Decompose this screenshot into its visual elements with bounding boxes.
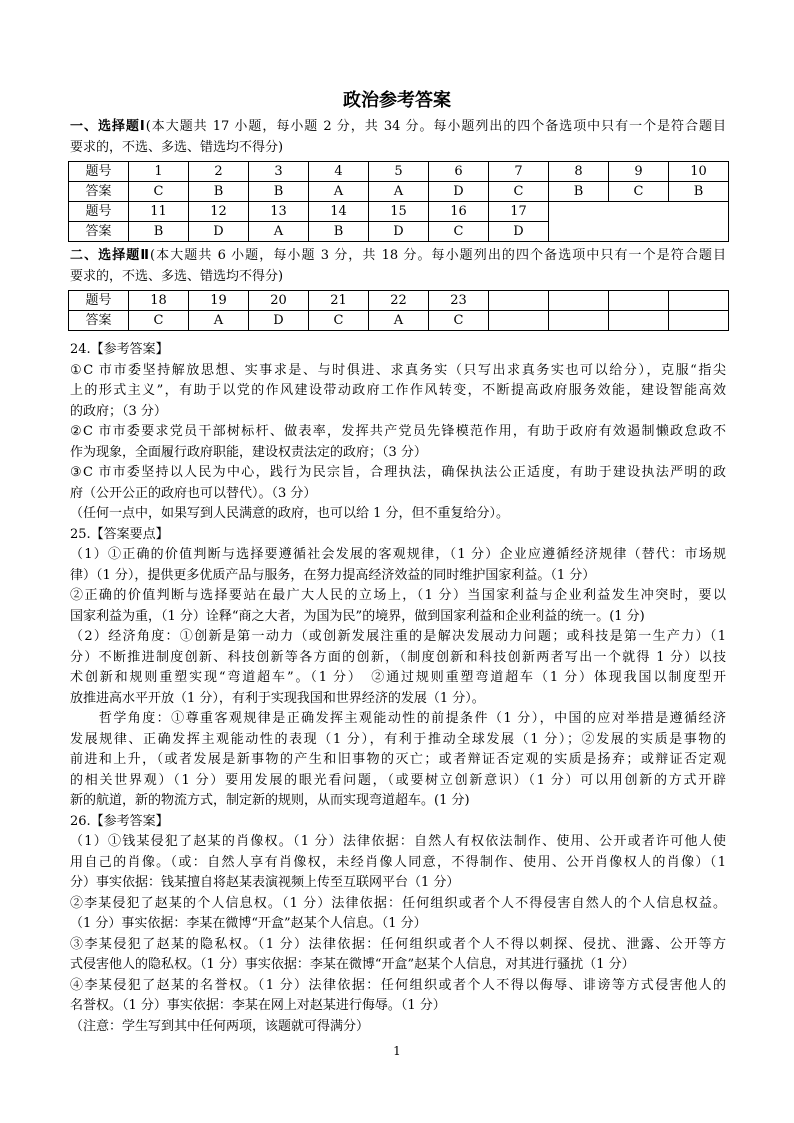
table-row — [69, 291, 729, 311]
empty-cell — [549, 202, 729, 242]
question-number: 5 — [369, 162, 429, 182]
answer-cell: A — [369, 311, 429, 331]
empty-cell — [489, 311, 549, 331]
answer-paragraph — [70, 422, 726, 463]
question-number: 14 — [309, 202, 369, 222]
answer-cell: B — [129, 222, 189, 242]
answer-cell: A — [309, 182, 369, 202]
text-line: ②C 市市委要求党员干部树标杆、做表率，发挥共产党员先锋模范作用，有助于政府有效遏制懒政怠政不 — [70, 424, 726, 439]
text-line: （2）经济角度：①创新是第一动力（或创新发展注重的是解决发展动力问题；或科技是第一生产力）（1 — [70, 629, 726, 644]
section-2-text-line2: 要求的，不选、多选、错选均不得分) — [70, 268, 284, 284]
text-line: 术创新和规则重塑实现“弯道超车”。（1 分） ②通过规则重塑弯道超车（1 分）体现我国以制度型开 — [70, 670, 726, 685]
question-number: 21 — [309, 291, 369, 311]
answer-paragraph — [70, 586, 726, 627]
section-1-label: 一、选择题Ⅰ — [70, 119, 146, 134]
answer-cell: D — [249, 311, 309, 331]
text-line: 律）（1 分），提供更多优质产品与服务，在努力提高经济效益的同时维护国家利益。（1 分） — [70, 567, 596, 583]
text-line: 上的形式主义”，有助于以党的作风建设带动政府工作作风转变，不断提高政府服务效能，建设智能高效 — [70, 383, 726, 398]
empty-cell — [669, 291, 729, 311]
answer-cell: B — [549, 182, 609, 202]
question-number: 16 — [429, 202, 489, 222]
answer-cell: B — [669, 182, 729, 202]
row-header: 答案 — [69, 182, 129, 202]
answer-cell: B — [189, 182, 249, 202]
answer-body — [70, 340, 726, 1037]
text-line: 放推进高水平开放（1 分），有利于实现我国和世界经济的发展（1 分）。 — [70, 690, 485, 706]
question-number: 17 — [489, 202, 549, 222]
answer-table-1 — [68, 161, 729, 242]
text-line: ②李某侵犯了赵某的个人信息权。（1 分）法律依据：任何组织或者个人不得侵害自然人的个人信息权益。 — [70, 895, 726, 911]
text-line: 府（公开公正的政府也可以替代）。（3 分） — [70, 485, 317, 501]
answer-cell: A — [189, 311, 249, 331]
text-line: ④李某侵犯了赵某的名誉权。（1 分）法律依据：任何组织或者个人不得以侮辱、诽谤等方式侵害他人的 — [70, 977, 726, 993]
answer-paragraph — [70, 935, 726, 976]
section-2-label: 二、选择题Ⅱ — [70, 248, 150, 263]
text-line: 的政府；（3 分） — [70, 403, 167, 419]
question-number: 23 — [429, 291, 489, 311]
answer-paragraph — [70, 976, 726, 1017]
text-line: 前进和上升，（或者发展是新事物的产生和旧事物的灭亡；或者辩证否定观的实质是扬弃；或辩证否定观 — [70, 752, 726, 767]
section-2-text: (本大题共 6 小题，每小题 3 分，共 18 分。每小题列出的四个备选项中只有一个是符合题目 — [150, 248, 726, 263]
empty-cell — [609, 291, 669, 311]
text-line: 用自己的肖像。（或：自然人享有肖像权，未经肖像人同意，不得制作、使用、公开肖像权人的肖像）（1 — [70, 854, 726, 870]
question-number: 9 — [609, 162, 669, 182]
question-number: 3 — [249, 162, 309, 182]
answer-cell: C — [609, 182, 669, 202]
question-number: 7 — [489, 162, 549, 182]
answer-cell: C — [309, 311, 369, 331]
text-line: ②正确的价值判断与选择要站在最广大人民的立场上，（1 分）当国家利益与企业利益发生冲突时，要以 — [70, 588, 726, 603]
empty-cell — [489, 291, 549, 311]
section-1-instructions — [70, 117, 726, 158]
text-line: 分）事实依据：钱某擅自将赵某表演视频上传至互联网平台（1 分） — [70, 875, 460, 890]
answer-paragraph — [70, 627, 726, 709]
question-number: 20 — [249, 291, 309, 311]
answer-cell: A — [369, 182, 429, 202]
answer-paragraph — [70, 361, 726, 423]
empty-cell — [549, 291, 609, 311]
row-header: 题号 — [69, 162, 129, 182]
answer-cell: C — [429, 311, 489, 331]
text-line: 24.【参考答案】 — [70, 342, 169, 357]
answer-cell: D — [369, 222, 429, 242]
answer-paragraph — [70, 812, 726, 833]
page-title: 政治参考答案 — [343, 90, 451, 111]
text-line: ③C 市市委坚持以人民为中心，践行为民宗旨，合理执法，确保执法公正适度，有助于建设执法严明的政 — [70, 465, 726, 480]
question-number: 22 — [369, 291, 429, 311]
row-header: 答案 — [69, 311, 129, 331]
answer-paragraph — [70, 545, 726, 586]
answer-cell: C — [129, 311, 189, 331]
answer-paragraph — [70, 504, 726, 525]
section-2-instructions — [70, 246, 726, 287]
answer-cell: C — [429, 222, 489, 242]
text-line: （1）①钱某侵犯了赵某的肖像权。（1 分）法律依据：自然人有权依法制作、使用、公开或者许可他人使 — [70, 834, 726, 849]
question-number: 1 — [129, 162, 189, 182]
answer-paragraph — [70, 525, 726, 546]
answer-paragraph — [70, 894, 726, 935]
text-line: 新的航道，新的物流方式，制定新的规则，从而实现弯道超车。(1 分) — [70, 793, 470, 808]
text-line: 哲学角度：①尊重客观规律是正确发挥主观能动性的前提条件（1 分），中国的应对举措是遵循经济 — [70, 711, 726, 726]
answer-cell: D — [489, 222, 549, 242]
answer-paragraph — [70, 463, 726, 504]
question-number: 6 — [429, 162, 489, 182]
text-line: 式侵害他人的隐私权。（1 分）事实依据：李某在微博“开盒”赵某个人信息，对其进行骚扰（1 分） — [70, 957, 635, 972]
table-row — [69, 182, 729, 202]
text-line: 国家利益为重，（1 分）诠释“商之大者，为国为民”的境界，做到国家利益和企业利益的统一。(1 分) — [70, 608, 645, 624]
question-number: 8 — [549, 162, 609, 182]
answer-cell: A — [249, 222, 309, 242]
answer-table-2 — [68, 290, 729, 331]
answer-cell: B — [249, 182, 309, 202]
question-number: 10 — [669, 162, 729, 182]
answer-paragraph — [70, 340, 726, 361]
text-line: 名誉权。（1 分）事实依据：李某在网上对赵某进行侮辱。（1 分） — [70, 998, 446, 1013]
row-header: 答案 — [69, 222, 129, 242]
text-line: ③李某侵犯了赵某的隐私权。（1 分）法律依据：任何组织或者个人不得以刺探、侵扰、泄露、公开等方 — [70, 936, 726, 952]
text-line: 的相关世界观）（1 分）要用发展的眼光看问题，（或要树立创新意识）（1 分）可以用创新的方式开辟 — [70, 772, 726, 788]
question-number: 15 — [369, 202, 429, 222]
answer-cell: D — [189, 222, 249, 242]
answer-cell: C — [489, 182, 549, 202]
text-line: ①C 市市委坚持解放思想、实事求是、与时俱进、求真务实（只写出求真务实也可以给分），克服“指尖 — [70, 362, 726, 378]
page-number: 1 — [393, 1044, 401, 1058]
section-1-text-line2: 要求的，不选、多选、错选均不得分) — [70, 139, 284, 155]
question-number: 12 — [189, 202, 249, 222]
question-number: 4 — [309, 162, 369, 182]
text-line: 发展规律、正确发挥主观能动性的表现（1 分），有利于推动全球发展（1 分）；②发展的实质是事物的 — [70, 731, 726, 747]
text-line: 25.【答案要点】 — [70, 526, 169, 542]
text-line: （任何一点中，如果写到人民满意的政府，也可以给 1 分，但不重复给分）。 — [70, 506, 510, 521]
row-header: 题号 — [69, 202, 129, 222]
text-line: （注意：学生写到其中任何两项，该题就可得满分） — [70, 1018, 370, 1034]
answer-paragraph — [70, 709, 726, 812]
question-number: 18 — [129, 291, 189, 311]
table-row — [69, 162, 729, 182]
answer-paragraph — [70, 832, 726, 894]
section-1-text: (本大题共 17 小题，每小题 2 分，共 34 分。每小题列出的四个备选项中只有一个是符合题目 — [145, 119, 726, 134]
text-line: （1）①正确的价值判断与选择要遵循社会发展的客观规律，（1 分）企业应遵循经济规律（替代：市场规 — [70, 547, 726, 562]
answer-paragraph — [70, 1017, 726, 1038]
row-header: 题号 — [69, 291, 129, 311]
text-line: （1 分）事实依据：李某在微博“开盒”赵某个人信息。（1 分） — [70, 916, 427, 931]
text-line: 分）不断推进制度创新、科技创新等各方面的创新，（制度创新和科技创新两者写出一个就得 1 分）以技 — [70, 649, 726, 665]
question-number: 19 — [189, 291, 249, 311]
table-row — [69, 311, 729, 331]
empty-cell — [669, 311, 729, 331]
text-line: 26.【参考答案】 — [70, 813, 169, 829]
answer-cell: D — [429, 182, 489, 202]
text-line: 作为现象，全面履行政府职能，建设权责法定的政府；（3 分） — [70, 444, 427, 460]
question-number: 13 — [249, 202, 309, 222]
empty-cell — [609, 311, 669, 331]
table-row — [69, 202, 729, 222]
question-number: 2 — [189, 162, 249, 182]
answer-cell: C — [129, 182, 189, 202]
empty-cell — [549, 311, 609, 331]
question-number: 11 — [129, 202, 189, 222]
answer-cell: B — [309, 222, 369, 242]
